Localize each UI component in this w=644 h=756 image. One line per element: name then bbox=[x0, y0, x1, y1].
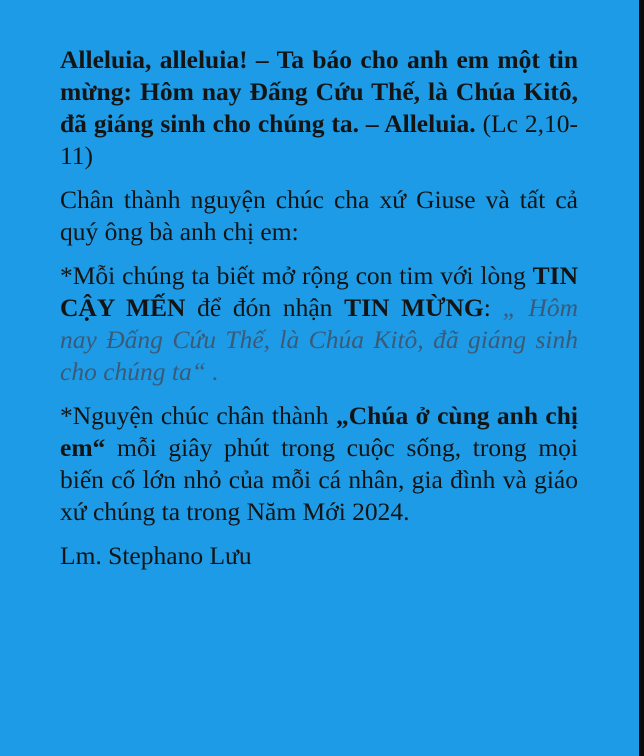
verse-reference: (Lc 2,10-11) bbox=[60, 109, 578, 170]
wish2-rest: mỗi giây phút trong cuộc sống, trong mọi biến cố lớn nhỏ của mỗi cá nhân, gia đình và giáo xứ chúng ta trong Năm Mới 2024. bbox=[60, 433, 578, 526]
bottom-band bbox=[0, 704, 644, 756]
wish1-colon: : bbox=[483, 293, 491, 322]
wish2-emphasis: „Chúa ở cùng anh chị em“ bbox=[60, 401, 578, 462]
message-text-block bbox=[60, 44, 578, 699]
right-edge-border bbox=[639, 0, 644, 756]
verse-paragraph bbox=[60, 44, 578, 172]
wish-paragraph-1 bbox=[60, 260, 578, 388]
wish2-intro: *Nguyện chúc chân thành bbox=[60, 401, 329, 430]
wish1-middle: để đón nhận bbox=[197, 293, 333, 322]
verse-text: Alleluia, alleluia! – Ta báo cho anh em một tin mừng: Hôm nay Đấng Cứu Thế, là Chúa Kitô, đã giáng sinh cho chúng ta. – Alleluia. bbox=[60, 45, 578, 138]
wish1-quote: „ Hôm nay Đấng Cứu Thế, là Chúa Kitô, đã giáng sinh cho chúng ta“ . bbox=[60, 293, 578, 386]
wish-paragraph-2 bbox=[60, 400, 578, 528]
signature: Lm. Stephano Lưu bbox=[60, 541, 252, 570]
wish1-intro: *Mỗi chúng ta biết mở rộng con tim với lòng bbox=[60, 261, 526, 290]
greeting-paragraph: Chân thành nguyện chúc cha xứ Giuse và tất cả quý ông bà anh chị em: bbox=[60, 185, 578, 246]
wish1-emphasis-good-news: TIN MỪNG bbox=[344, 293, 484, 322]
wish1-emphasis-faith-hope-love: TIN CẬY MẾN bbox=[60, 261, 578, 322]
